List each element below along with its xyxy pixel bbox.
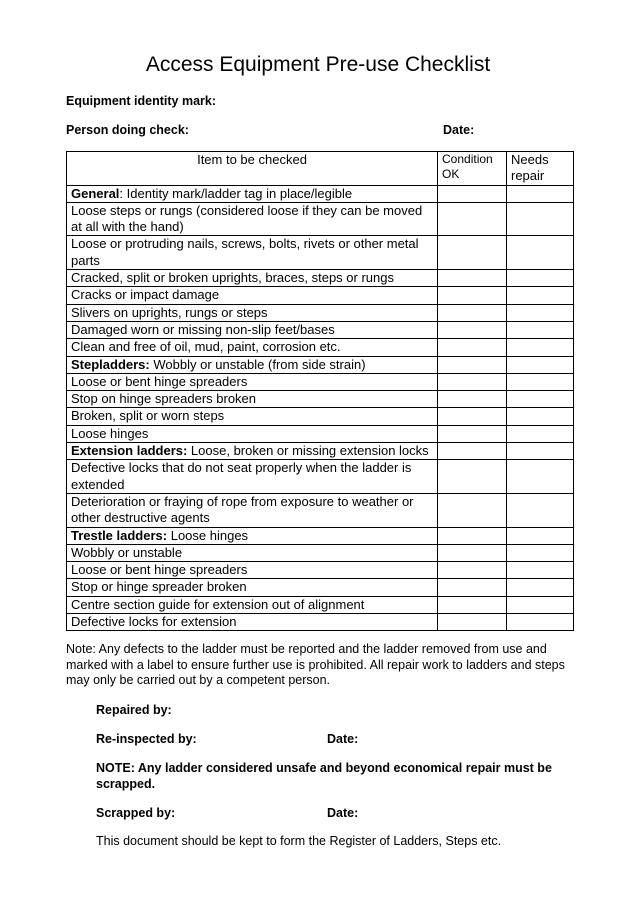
check-item bbox=[67, 544, 438, 561]
needs-repair-cell[interactable] bbox=[507, 356, 574, 373]
check-item-text: Cracked, split or broken uprights, braces, steps or rungs bbox=[71, 270, 394, 286]
condition-ok-cell[interactable] bbox=[438, 287, 507, 304]
check-item bbox=[67, 356, 438, 373]
check-item-text: Defective locks for extension bbox=[71, 614, 237, 630]
table-row bbox=[67, 596, 574, 613]
header-needs-repair: Needs repair bbox=[507, 152, 574, 186]
needs-repair-cell[interactable] bbox=[507, 391, 574, 408]
check-item bbox=[67, 202, 438, 236]
condition-ok-cell[interactable] bbox=[438, 527, 507, 544]
condition-ok-cell[interactable] bbox=[438, 356, 507, 373]
table-row bbox=[67, 562, 574, 579]
check-item-text: : Identity mark/ladder tag in place/legible bbox=[119, 185, 353, 201]
table-row bbox=[67, 443, 574, 460]
table-row bbox=[67, 270, 574, 287]
needs-repair-cell[interactable] bbox=[507, 408, 574, 425]
table-row bbox=[67, 425, 574, 442]
condition-ok-cell[interactable] bbox=[438, 562, 507, 579]
condition-ok-cell[interactable] bbox=[438, 321, 507, 338]
check-item-text: Loose, broken or missing extension locks bbox=[187, 443, 429, 459]
needs-repair-cell[interactable] bbox=[507, 185, 574, 202]
condition-ok-cell[interactable] bbox=[438, 185, 507, 202]
header-item: Item to be checked bbox=[67, 152, 438, 186]
condition-ok-cell[interactable] bbox=[438, 373, 507, 390]
check-item-text: Wobbly or unstable bbox=[71, 544, 183, 560]
defect-note: Note: Any defects to the ladder must be reported and the ladder removed from use and marked with a label to ensure further use is prohibited. All repair work to ladders and steps may only be carried out by a competent person. bbox=[66, 642, 565, 687]
needs-repair-cell[interactable] bbox=[507, 562, 574, 579]
needs-repair-cell[interactable] bbox=[507, 614, 574, 631]
check-item-text: Stop on hinge spreaders broken bbox=[71, 391, 257, 407]
condition-ok-cell[interactable] bbox=[438, 391, 507, 408]
table-row bbox=[67, 408, 574, 425]
needs-repair-cell[interactable] bbox=[507, 287, 574, 304]
needs-repair-cell[interactable] bbox=[507, 544, 574, 561]
needs-repair-cell[interactable] bbox=[507, 579, 574, 596]
condition-ok-cell[interactable] bbox=[438, 579, 507, 596]
check-item-text: Stop or hinge spreader broken bbox=[71, 579, 247, 595]
condition-ok-cell[interactable] bbox=[438, 304, 507, 321]
needs-repair-cell[interactable] bbox=[507, 425, 574, 442]
check-item-text: Broken, split or worn steps bbox=[71, 408, 225, 424]
table-row bbox=[67, 356, 574, 373]
check-item bbox=[67, 287, 438, 304]
check-item-category: General bbox=[71, 185, 120, 201]
check-item bbox=[67, 339, 438, 356]
checklist-table bbox=[66, 151, 574, 631]
check-item-text: Loose steps or rungs (considered loose if they can be moved at all with the hand) bbox=[71, 202, 423, 235]
check-item-text: Loose or protruding nails, screws, bolts, rivets or other metal parts bbox=[71, 236, 419, 268]
condition-ok-cell[interactable] bbox=[438, 614, 507, 631]
check-item bbox=[67, 391, 438, 408]
check-item bbox=[67, 527, 438, 544]
repaired-by-label: Repaired by: bbox=[96, 703, 172, 717]
needs-repair-cell[interactable] bbox=[507, 202, 574, 236]
table-row bbox=[67, 202, 574, 236]
table-row bbox=[67, 321, 574, 338]
check-item bbox=[67, 270, 438, 287]
condition-ok-cell[interactable] bbox=[438, 544, 507, 561]
table-row bbox=[67, 339, 574, 356]
condition-ok-cell[interactable] bbox=[438, 408, 507, 425]
table-row bbox=[67, 527, 574, 544]
needs-repair-cell[interactable] bbox=[507, 596, 574, 613]
condition-ok-cell[interactable] bbox=[438, 202, 507, 236]
check-item bbox=[67, 443, 438, 460]
check-item bbox=[67, 425, 438, 442]
person-doing-check-label: Person doing check: bbox=[66, 123, 189, 137]
check-item bbox=[67, 460, 438, 494]
condition-ok-cell[interactable] bbox=[438, 270, 507, 287]
needs-repair-cell[interactable] bbox=[507, 236, 574, 270]
check-item bbox=[67, 373, 438, 390]
check-item bbox=[67, 185, 438, 202]
check-item-text: Loose hinges bbox=[71, 425, 149, 441]
check-item bbox=[67, 579, 438, 596]
check-item bbox=[67, 408, 438, 425]
check-item-text: Damaged worn or missing non-slip feet/bases bbox=[71, 321, 335, 337]
reinspected-by-label: Re-inspected by: bbox=[96, 732, 197, 746]
needs-repair-cell[interactable] bbox=[507, 321, 574, 338]
condition-ok-cell[interactable] bbox=[438, 339, 507, 356]
check-item bbox=[67, 614, 438, 631]
table-row bbox=[67, 236, 574, 270]
date-label: Date: bbox=[443, 123, 475, 137]
check-item bbox=[67, 304, 438, 321]
needs-repair-cell[interactable] bbox=[507, 493, 574, 527]
table-row bbox=[67, 185, 574, 202]
needs-repair-cell[interactable] bbox=[507, 527, 574, 544]
reinspected-date-label: Date: bbox=[327, 732, 359, 746]
check-item-category: Trestle ladders: bbox=[71, 527, 168, 543]
condition-ok-cell[interactable] bbox=[438, 425, 507, 442]
check-item-text: Wobbly or unstable (from side strain) bbox=[149, 356, 366, 372]
check-item-text: Defective locks that do not seat properly when the ladder is extended bbox=[71, 460, 412, 492]
table-row bbox=[67, 460, 574, 494]
scrapped-date-label: Date: bbox=[327, 806, 359, 820]
check-item bbox=[67, 321, 438, 338]
needs-repair-cell[interactable] bbox=[507, 304, 574, 321]
table-row bbox=[67, 287, 574, 304]
table-row bbox=[67, 544, 574, 561]
check-item-text: Loose or bent hinge spreaders bbox=[71, 562, 248, 578]
check-item-text: Cracks or impact damage bbox=[71, 287, 220, 303]
check-item bbox=[67, 562, 438, 579]
page-title: Access Equipment Pre-use Checklist bbox=[145, 53, 491, 76]
table-row bbox=[67, 373, 574, 390]
check-item-text: Deterioration or fraying of rope from exposure to weather or other destructive agents bbox=[71, 493, 414, 526]
check-item-text: Centre section guide for extension out of alignment bbox=[71, 596, 365, 612]
equipment-identity-label: Equipment identity mark: bbox=[66, 94, 217, 108]
needs-repair-cell[interactable] bbox=[507, 460, 574, 494]
condition-ok-cell[interactable] bbox=[438, 236, 507, 270]
check-item bbox=[67, 596, 438, 613]
table-row bbox=[67, 391, 574, 408]
table-row bbox=[67, 304, 574, 321]
needs-repair-cell[interactable] bbox=[507, 270, 574, 287]
condition-ok-cell[interactable] bbox=[438, 493, 507, 527]
condition-ok-cell[interactable] bbox=[438, 596, 507, 613]
condition-ok-cell[interactable] bbox=[438, 443, 507, 460]
check-item-text: Slivers on uprights, rungs or steps bbox=[71, 304, 268, 320]
table-row bbox=[67, 493, 574, 527]
header-condition-ok: Condition OK bbox=[438, 152, 507, 186]
condition-ok-cell[interactable] bbox=[438, 460, 507, 494]
check-item-category: Extension ladders: bbox=[71, 443, 188, 459]
scrap-warning: NOTE: Any ladder considered unsafe and beyond economical repair must be scrapped. bbox=[96, 761, 552, 791]
check-item-text: Loose or bent hinge spreaders bbox=[71, 373, 248, 389]
check-item-text: Loose hinges bbox=[167, 527, 249, 543]
table-row bbox=[67, 614, 574, 631]
needs-repair-cell[interactable] bbox=[507, 373, 574, 390]
check-item-text: Clean and free of oil, mud, paint, corrosion etc. bbox=[71, 339, 341, 355]
check-item bbox=[67, 236, 438, 270]
scrapped-by-label: Scrapped by: bbox=[96, 806, 176, 820]
table-row bbox=[67, 579, 574, 596]
check-item-category: Stepladders: bbox=[71, 356, 150, 372]
register-footer: This document should be kept to form the Register of Ladders, Steps etc. bbox=[96, 834, 502, 848]
check-item bbox=[67, 493, 438, 527]
needs-repair-cell[interactable] bbox=[507, 443, 574, 460]
needs-repair-cell[interactable] bbox=[507, 339, 574, 356]
table-header-row bbox=[67, 152, 574, 186]
